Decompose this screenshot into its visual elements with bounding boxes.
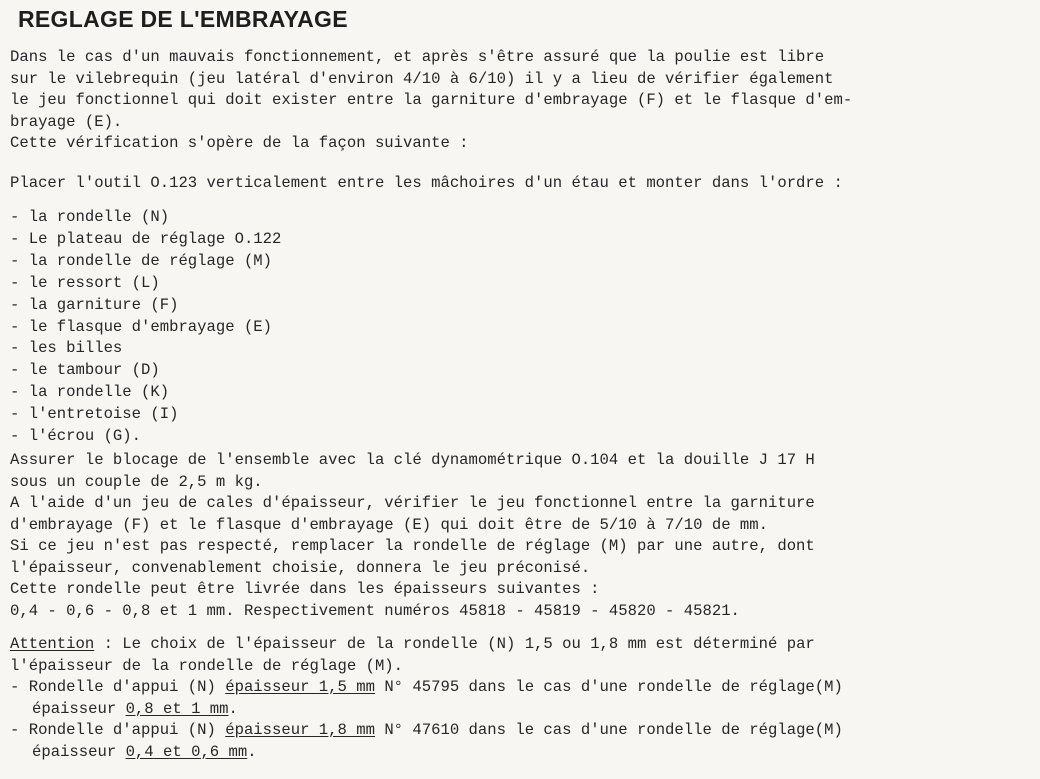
list-item: - le ressort (L) xyxy=(10,273,160,292)
attention-text: : Le choix de l'épaisseur de la rondelle (N) 1,5 ou 1,8 mm est déterminé par xyxy=(94,635,815,653)
instruction-paragraph xyxy=(10,173,843,195)
thickness-values: 0,4 et 0,6 mm xyxy=(125,742,248,761)
procedure-line: A l'aide d'un jeu de cales d'épaisseur, vérifier le jeu fonctionnel entre la garniture xyxy=(10,494,815,512)
attention-line xyxy=(10,634,843,656)
list-item: - le tambour (D) xyxy=(10,361,160,380)
washer-label: - Rondelle d'appui (N) xyxy=(10,678,226,696)
procedure-line: l'épaisseur, convenablement choisie, donnera le jeu préconisé. xyxy=(10,558,591,577)
list-item: - la rondelle (N) xyxy=(10,208,170,226)
intro-line: sur le vilebrequin (jeu latéral d'environ 4/10 à 6/10) il y a lieu de vérifier également xyxy=(10,69,834,88)
list-item: - le flasque d'embrayage (E) xyxy=(10,317,273,336)
washer-detail: N° 47610 dans le cas d'une rondelle de réglage(M) xyxy=(374,721,843,739)
attention-note xyxy=(10,634,843,763)
attention-label: Attention xyxy=(10,635,95,653)
intro-line: brayage (E). xyxy=(10,112,123,131)
intro-line: Dans le cas d'un mauvais fonctionnement, et après s'être assuré que la poulie est libre xyxy=(10,48,825,66)
attention-line: l'épaisseur de la rondelle de réglage (M). xyxy=(10,656,404,675)
thickness-label: épaisseur xyxy=(32,742,126,761)
washer-label: - Rondelle d'appui (N) xyxy=(10,721,226,739)
procedure-line: Si ce jeu n'est pas respecté, remplacer la rondelle de réglage (M) par une autre, dont xyxy=(10,537,815,555)
washer-option-thickness xyxy=(10,742,843,764)
washer-detail: N° 45795 dans le cas d'une rondelle de réglage(M) xyxy=(374,678,843,696)
intro-line: Cette vérification s'opère de la façon suivante : xyxy=(10,134,469,152)
procedure-line: Assurer le blocage de l'ensemble avec la clé dynamométrique O.104 et la douille J 17 H xyxy=(10,451,815,469)
list-item: - l'écrou (G). xyxy=(10,427,142,446)
list-item: - les billes xyxy=(10,339,123,358)
thickness-label: épaisseur xyxy=(32,699,126,718)
list-item: - l'entretoise (I) xyxy=(10,405,179,424)
washer-thickness: épaisseur 1,5 mm xyxy=(225,678,375,696)
washer-option xyxy=(10,720,843,742)
procedure-line: 0,4 - 0,6 - 0,8 et 1 mm. Respectivement numéros 45818 - 45819 - 45820 - 45821. xyxy=(10,601,740,620)
washer-thickness: épaisseur 1,8 mm xyxy=(225,721,375,739)
procedure-line: d'embrayage (F) et le flasque d'embrayage (E) qui doit être de 5/10 à 7/10 de mm. xyxy=(10,515,768,534)
procedure-line: sous un couple de 2,5 m kg. xyxy=(10,472,263,491)
parts-list xyxy=(10,207,281,448)
list-item: - la garniture (F) xyxy=(10,295,179,314)
washer-option-thickness xyxy=(10,699,843,721)
page-title: REGLAGE DE L'EMBRAYAGE xyxy=(18,6,348,32)
intro-line: le jeu fonctionnel qui doit exister entre la garniture d'embrayage (F) et le flasque d'em- xyxy=(10,91,853,109)
thickness-values: 0,8 et 1 mm xyxy=(125,699,229,718)
procedure-paragraph xyxy=(10,450,815,622)
washer-option xyxy=(10,677,843,699)
intro-paragraph xyxy=(10,47,852,155)
thickness-end: . xyxy=(247,742,257,761)
instruction-line: Placer l'outil O.123 verticalement entre les mâchoires d'un étau et monter dans l'ordre : xyxy=(10,174,843,192)
procedure-line: Cette rondelle peut être livrée dans les épaisseurs suivantes : xyxy=(10,580,600,598)
list-item: - la rondelle de réglage (M) xyxy=(10,251,273,270)
thickness-end: . xyxy=(228,699,238,718)
list-item: - la rondelle (K) xyxy=(10,383,170,402)
list-item: - Le plateau de réglage O.122 xyxy=(10,229,282,248)
